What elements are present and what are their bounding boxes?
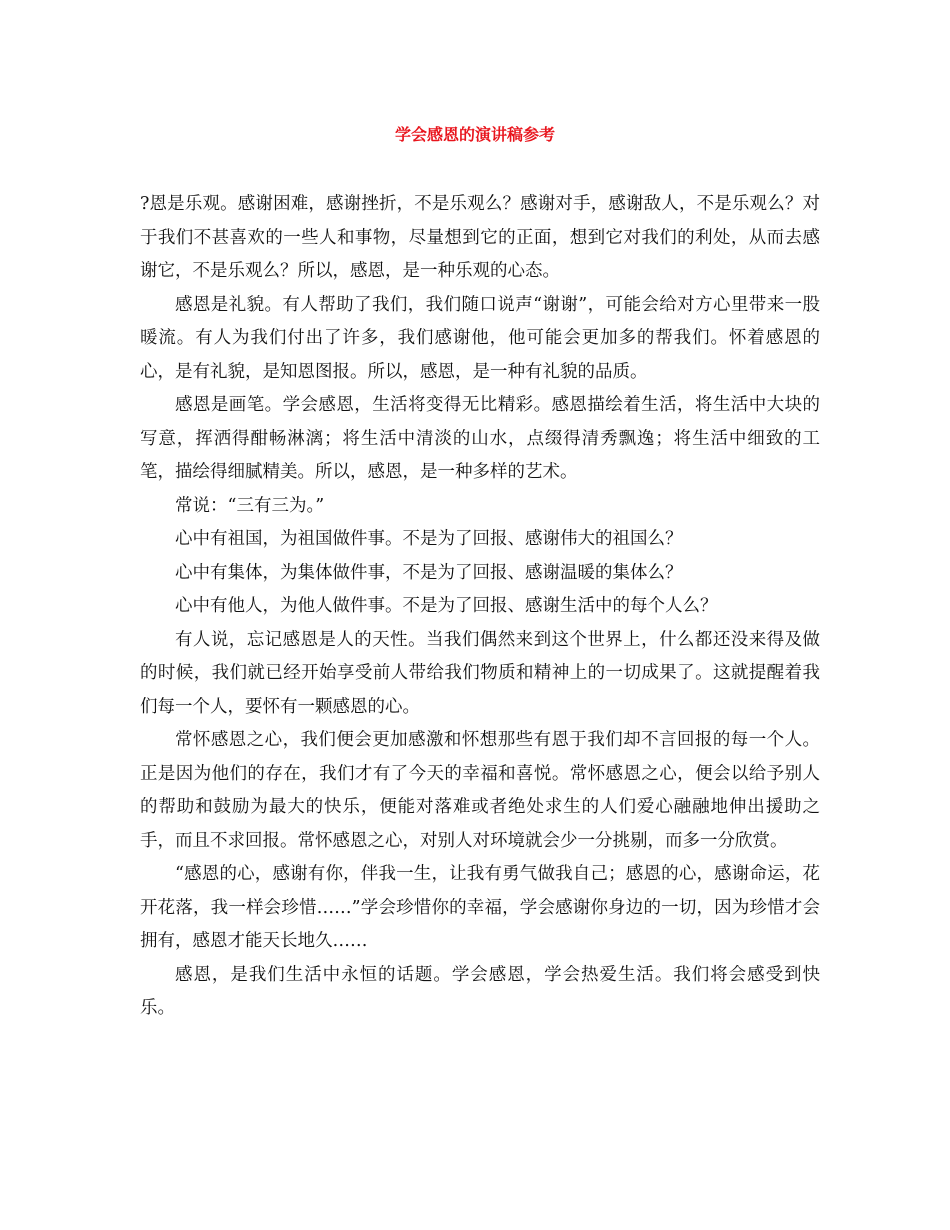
paragraph-conclusion: 感恩，是我们生活中永恒的话题。学会感恩，学会热爱生活。我们将会感受到快乐。 xyxy=(140,964,820,1018)
paragraph-song-quote: “感恩的心，感谢有你，伴我一生，让我有勇气做我自己；感恩的心，感谢命运，花开花落，我一样会珍惜……”学会珍惜你的幸福，学会感谢你身边的一切，因为珍惜才会拥有，感恩才能天长地久…… xyxy=(140,864,820,951)
paragraph-courtesy: 感恩是礼貌。有人帮助了我们，我们随口说声“谢谢”，可能会给对方心里带来一股暖流。有人为我们付出了许多，我们感谢他，他可能会更加多的帮我们。怀着感恩的心，是有礼貌，是知恩图报。所以，感恩，是一种有礼貌的品质。 xyxy=(140,294,820,382)
paragraph-paintbrush: 感恩是画笔。学会感恩，生活将变得无比精彩。感恩描绘着生活，将生活中大块的写意，挥洒得酣畅淋漓；将生活中清淡的山水，点缀得清秀飘逸；将生活中细致的工笔，描绘得细腻精美。所以，感恩，是一种多样的艺术。 xyxy=(140,395,820,482)
paragraph-nature: 有人说，忘记感恩是人的天性。当我们偶然来到这个世界上，什么都还没来得及做的时候，我们就已经开始享受前人带给我们物质和精神上的一切成果了。这就提醒着我们每一个人，要怀有一颗感恩的心。 xyxy=(140,629,820,717)
paragraph-optimism: ?恩是乐观。感谢困难，感谢挫折，不是乐观么？感谢对手，感谢敌人，不是乐观么？对于我们不甚喜欢的一些人和事物，尽量想到它的正面，想到它对我们的利处，从而去感谢它，不是乐观么？所以，感恩，是一种乐观的心态。 xyxy=(140,194,820,281)
paragraph-grateful-heart: 常怀感恩之心，我们便会更加感激和怀想那些有恩于我们却不言回报的每一个人。正是因为他们的存在，我们才有了今天的幸福和喜悦。常怀感恩之心，便会以给予别人的帮助和鼓励为最大的快乐，便能对落难或者绝处求生的人们爱心融融地伸出援助之手，而且不求回报。常怀感恩之心，对别人对环境就会少一分挑剔，而多一分欣赏。 xyxy=(140,730,820,851)
paragraph-motherland: 心中有祖国，为祖国做件事。不是为了回报、感谢伟大的祖国么？ xyxy=(175,529,683,549)
paragraph-saying: 常说：“三有三为。” xyxy=(175,495,325,516)
document-title: 学会感恩的演讲稿参考 xyxy=(394,125,555,144)
paragraph-collective: 心中有集体，为集体做件事，不是为了回报、感谢温暖的集体么？ xyxy=(175,562,683,583)
document-body xyxy=(140,188,820,1026)
paragraph-others: 心中有他人，为他人做件事。不是为了回报、感谢生活中的每个人么？ xyxy=(175,596,718,616)
